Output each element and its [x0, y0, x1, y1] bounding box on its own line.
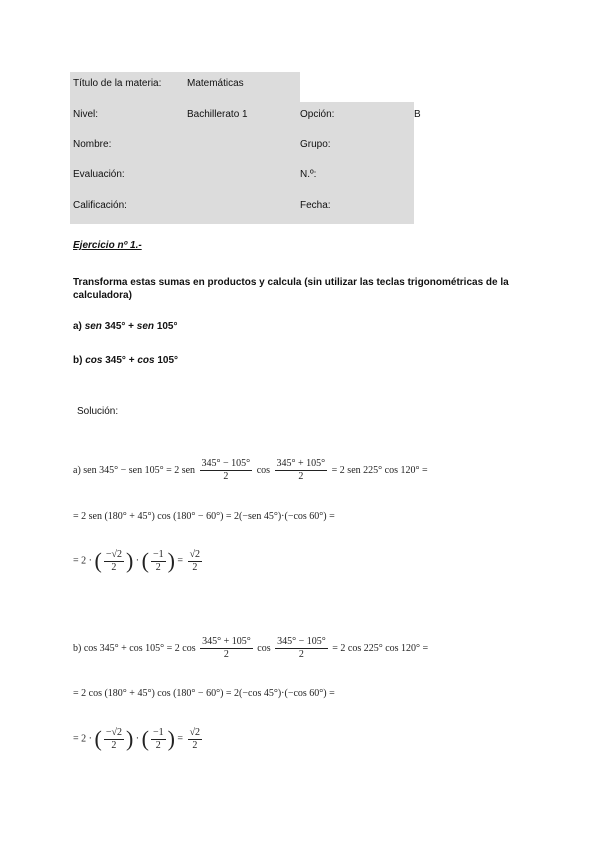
solution-a-line3-frac2: [151, 549, 166, 574]
solution-a-line1-den1: 2: [223, 471, 229, 482]
solution-a-line1-frac1: [200, 458, 253, 483]
item-b-func2: cos: [137, 355, 155, 366]
exercise-title: Ejercicio nº 1.-: [73, 240, 142, 251]
solution-b-line1-start: b) cos 345° + cos 105° = 2 cos: [73, 642, 196, 654]
solution-a-line1: [73, 458, 428, 483]
solution-a-line1-start: a) sen 345° − sen 105° = 2 sen: [73, 464, 196, 476]
solution-a-line2: = 2 sen (180° + 45°) cos (180° − 60°) = 2(−sen 45°)·(−cos 60°) =: [73, 511, 335, 522]
exercise-item-b: [73, 355, 178, 366]
solution-a-line3-dot: ·: [135, 555, 140, 567]
evaluation-label: Evaluación:: [73, 169, 125, 180]
solution-a-line3-den2: 2: [155, 561, 161, 573]
item-a-func1: sen: [84, 321, 102, 332]
solution-b-line1-frac1: [200, 636, 253, 661]
solution-a-line3-num2: −1: [152, 548, 164, 560]
group-label: Grupo:: [300, 139, 331, 150]
exercise-item-a: [73, 321, 178, 332]
solution-b-line3-frac1: [104, 727, 124, 752]
solution-b-line3-frac3: [188, 727, 203, 752]
item-a-value2: 105°: [156, 321, 178, 332]
solution-b-line1: [73, 636, 428, 661]
item-b-prefix: b): [73, 355, 83, 366]
solution-b-line2: = 2 cos (180° + 45°) cos (180° − 60°) = 2(−cos 45°)·(−cos 60°) =: [73, 688, 335, 699]
solution-b-line3-num2: −1: [152, 726, 164, 738]
solution-label: Solución:: [77, 406, 119, 417]
paren-open-icon: (: [141, 548, 149, 573]
solution-a-line1-end: = 2 sen 225° cos 120° =: [331, 464, 428, 476]
solution-b-line3-den1: 2: [111, 739, 117, 751]
solution-b-line1-mid: cos: [257, 642, 271, 654]
exercise-statement: Transforma estas sumas en productos y calcula (sin utilizar las teclas trigonométricas de la calculadora): [73, 277, 509, 301]
option-value: B: [414, 109, 421, 120]
solution-b-line1-num1: 345° + 105°: [202, 636, 251, 647]
item-b-value1: 345° +: [105, 355, 135, 366]
solution-b-line3-eq: =: [177, 733, 184, 745]
solution-a-line3-den1: 2: [111, 561, 117, 573]
solution-a-line1-mid: cos: [256, 464, 271, 476]
paren-open-icon: (: [94, 726, 102, 751]
solution-a-line3: [73, 548, 204, 574]
item-b-value2: 105°: [157, 355, 179, 366]
paren-open-icon: (: [94, 548, 102, 573]
subject-label: Título de la materia:: [73, 78, 162, 89]
solution-b-line1-den2: 2: [298, 649, 304, 660]
subject-value: Matemáticas: [187, 78, 244, 89]
level-value: Bachillerato 1: [187, 109, 248, 120]
solution-a-line3-frac3: [188, 549, 203, 574]
solution-b-line1-den1: 2: [223, 649, 229, 660]
solution-a-line3-eq: =: [177, 555, 184, 567]
solution-a-line3-den3: 2: [192, 561, 198, 573]
item-a-prefix: a): [73, 321, 82, 332]
solution-b-line3-start: = 2 ·: [73, 733, 92, 745]
date-label: Fecha:: [300, 200, 331, 211]
solution-b-line1-num2: 345° − 105°: [277, 636, 326, 647]
number-label: N.º:: [300, 169, 317, 180]
grade-label: Calificación:: [73, 200, 127, 211]
solution-a-line1-num2: 345° + 105°: [276, 458, 326, 469]
item-a-value1: 345° +: [104, 321, 135, 332]
paren-close-icon: ): [125, 726, 134, 751]
solution-b-line1-end: = 2 cos 225° cos 120° =: [332, 642, 429, 654]
item-b-func1: cos: [85, 355, 103, 366]
solution-b-line3-den2: 2: [155, 739, 161, 751]
option-label: Opción:: [300, 109, 335, 120]
paren-close-icon: ): [167, 726, 175, 751]
paren-open-icon: (: [141, 726, 149, 751]
solution-a-line1-den2: 2: [298, 471, 304, 482]
solution-b-line3-den3: 2: [192, 739, 198, 751]
solution-a-line1-frac2: [275, 458, 328, 483]
solution-b-line1-frac2: [275, 636, 328, 661]
solution-b-line3-frac2: [151, 727, 166, 752]
solution-b-line3-dot: ·: [135, 733, 140, 745]
solution-a-line3-frac1: [104, 549, 124, 574]
paren-close-icon: ): [167, 548, 175, 573]
paren-close-icon: ): [125, 548, 134, 573]
level-label: Nivel:: [73, 109, 99, 120]
solution-a-line1-num1: 345° − 105°: [201, 458, 251, 469]
name-label: Nombre:: [73, 139, 112, 150]
solution-a-line3-start: = 2 ·: [73, 555, 92, 567]
solution-b-line3: [73, 726, 204, 752]
solution-a-line3-num3: √2: [189, 548, 201, 560]
solution-b-line3-num1: −√2: [105, 726, 122, 738]
solution-b-line3-num3: √2: [189, 726, 201, 738]
item-a-func2: sen: [136, 321, 155, 332]
solution-a-line3-num1: −√2: [105, 548, 122, 560]
